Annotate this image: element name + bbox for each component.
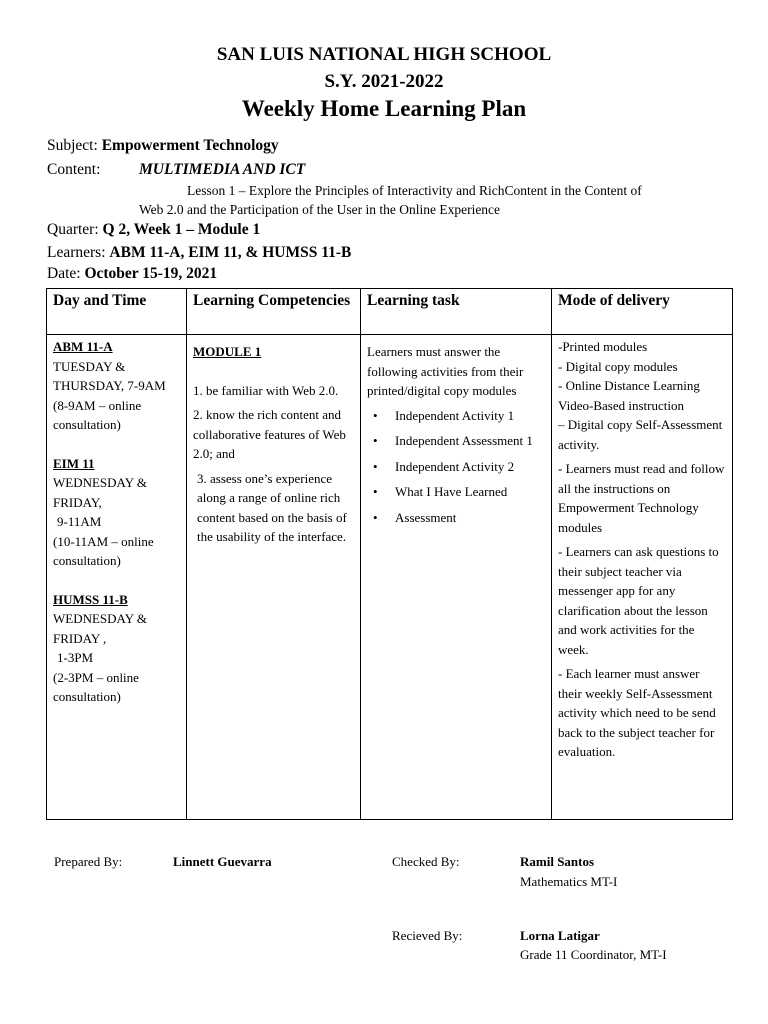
task-cell bbox=[361, 335, 552, 820]
list-item: • Independent Assessment 1 bbox=[373, 433, 533, 448]
checked-title: Mathematics MT-I bbox=[520, 874, 618, 889]
abm-consult: (8-9AM – online consultation) bbox=[53, 397, 142, 432]
competencies-cell bbox=[187, 335, 361, 820]
task-intro: Learners must answer the following activities from their printed/digital copy modules bbox=[367, 344, 524, 398]
table-header-row bbox=[47, 289, 733, 335]
date-line bbox=[47, 265, 217, 283]
humss-days: WEDNESDAY & FRIDAY , bbox=[53, 611, 148, 646]
eim-days: WEDNESDAY & FRIDAY, bbox=[53, 475, 148, 510]
eim-time: 9-11AM bbox=[57, 514, 102, 529]
list-item: • Independent Activity 1 bbox=[373, 407, 515, 423]
prepared-label: Prepared By: bbox=[54, 854, 123, 869]
header-learning-task: Learning task bbox=[361, 289, 552, 335]
competency-1: 1. be familiar with Web 2.0. bbox=[193, 382, 339, 398]
school-name: SAN LUIS NATIONAL HIGH SCHOOL bbox=[216, 44, 552, 65]
schedule-cell bbox=[47, 335, 187, 820]
date-value: October 15-19, 2021 bbox=[84, 265, 218, 282]
section-humss: HUMSS 11-B bbox=[53, 591, 128, 607]
page-title: Weekly Home Learning Plan bbox=[241, 96, 527, 121]
learners-label: Learners: bbox=[47, 244, 106, 261]
subject-label: Subject: bbox=[47, 137, 98, 154]
table-row bbox=[47, 335, 733, 820]
list-item: • Assessment bbox=[373, 509, 457, 525]
quarter-label: Quarter: bbox=[47, 221, 99, 238]
module-title: MODULE 1 bbox=[193, 344, 262, 359]
learning-plan-table bbox=[46, 288, 733, 820]
content-label: Content: bbox=[47, 161, 101, 178]
checked-label: Checked By: bbox=[392, 854, 460, 869]
lesson-line-2: Web 2.0 and the Participation of the User in the Online Experience bbox=[139, 202, 501, 217]
checked-name: Ramil Santos bbox=[520, 854, 595, 869]
delivery-line-3: - Online Distance Learning Video-Based instruction bbox=[558, 378, 700, 413]
lesson-line-1: Lesson 1 – Explore the Principles of Interactivity and RichContent in the Content of bbox=[187, 183, 642, 198]
prepared-name: Linnett Guevarra bbox=[173, 854, 272, 869]
eim-consult: (10-11AM – online consultation) bbox=[53, 533, 154, 568]
received-label: Recieved By: bbox=[392, 928, 463, 943]
delivery-cell bbox=[552, 335, 733, 820]
content-line bbox=[47, 161, 100, 179]
delivery-line-1: -Printed modules bbox=[558, 339, 648, 354]
received-title: Grade 11 Coordinator, MT-I bbox=[520, 947, 667, 962]
school-year: S.Y. 2021-2022 bbox=[324, 71, 444, 92]
list-item: • Independent Activity 2 bbox=[373, 458, 515, 474]
abm-days: TUESDAY & THURSDAY, 7-9AM bbox=[53, 358, 166, 393]
humss-time: 1-3PM bbox=[57, 650, 94, 665]
header-competencies: Learning Competencies bbox=[187, 289, 361, 335]
section-abm: ABM 11-A bbox=[53, 339, 113, 354]
learners-line bbox=[47, 244, 351, 262]
delivery-paragraph-3: - Each learner must answer their weekly Self-Assessment activity which need to be send back to the subject teacher for evaluation. bbox=[558, 666, 716, 759]
competency-3: 3. assess one’s experience along a range of online rich content based on the basis of the usability of the interface. bbox=[197, 470, 347, 544]
quarter-line bbox=[47, 221, 260, 239]
delivery-line-4: – Digital copy Self-Assessment activity. bbox=[558, 417, 723, 452]
subject-value: Empowerment Technology bbox=[101, 137, 279, 154]
subject-line bbox=[47, 137, 279, 155]
section-eim: EIM 11 bbox=[53, 455, 95, 471]
received-name: Lorna Latigar bbox=[520, 928, 600, 943]
delivery-line-2: - Digital copy modules bbox=[558, 358, 678, 374]
task-list bbox=[367, 406, 545, 528]
learners-value: ABM 11-A, EIM 11, & HUMSS 11-B bbox=[109, 244, 352, 261]
competency-2: 2. know the rich content and collaborative features of Web 2.0; and bbox=[193, 407, 346, 461]
humss-consult: (2-3PM – online consultation) bbox=[53, 669, 139, 704]
header-day-time: Day and Time bbox=[47, 289, 187, 335]
delivery-paragraph-2: - Learners can ask questions to their subject teacher via messenger app for any clarification about the lesson and work activities for the week. bbox=[558, 544, 719, 657]
list-item: • What I Have Learned bbox=[373, 484, 508, 499]
header-mode-delivery: Mode of delivery bbox=[552, 289, 733, 335]
date-label: Date: bbox=[47, 265, 81, 282]
quarter-value: Q 2, Week 1 – Module 1 bbox=[102, 221, 261, 238]
delivery-paragraph-1: - Learners must read and follow all the instructions on Empowerment Technology modules bbox=[558, 461, 725, 535]
content-value: MULTIMEDIA AND ICT bbox=[139, 161, 306, 178]
